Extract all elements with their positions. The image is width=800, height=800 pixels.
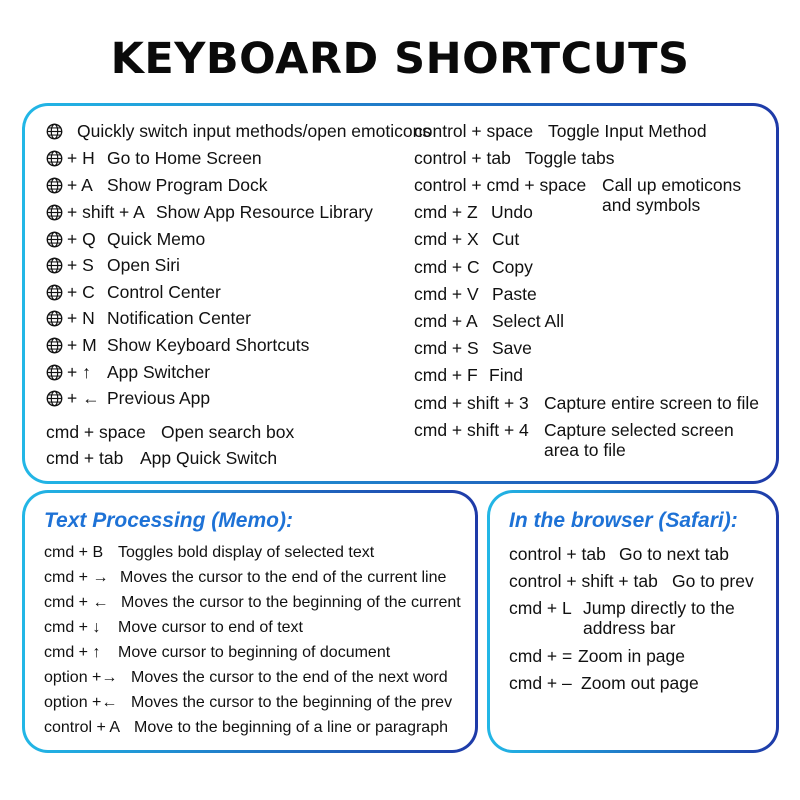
shortcut-row (46, 362, 210, 382)
shortcut-description: Jump directly to the (583, 598, 735, 618)
globe-icon (46, 123, 63, 140)
shortcut-row (414, 148, 615, 168)
shortcut-row (44, 668, 448, 688)
shortcut-keys: control + shift + tab (509, 571, 658, 591)
shortcut-description: Select All (492, 311, 564, 331)
shortcut-description: Notification Center (107, 308, 251, 328)
shortcut-keys: + S (67, 255, 94, 275)
shortcut-keys: control + A (44, 719, 121, 736)
shortcut-description-continued: and symbols (602, 195, 701, 215)
shortcut-row (46, 308, 251, 328)
shortcut-keys: cmd + C (414, 257, 480, 277)
shortcut-keys: control + cmd + space (414, 175, 587, 195)
shortcut-description: Open search box (161, 422, 295, 442)
shortcut-keys: cmd + → (44, 569, 109, 586)
shortcut-description: Capture entire screen to file (544, 393, 759, 413)
shortcut-keys: cmd + ← (44, 594, 109, 611)
shortcut-keys: cmd + ↓ (44, 619, 101, 636)
shortcut-description: Moves the cursor to the beginning of the current (121, 594, 461, 611)
shortcut-description: Show Program Dock (107, 175, 268, 195)
shortcut-row (46, 148, 262, 168)
shortcut-row (414, 257, 533, 277)
shortcut-keys: cmd + S (414, 338, 479, 358)
shortcut-row (44, 618, 303, 638)
shortcut-keys: option +← (44, 694, 118, 711)
shortcut-keys: cmd + = (509, 646, 573, 666)
shortcut-keys: option +→ (44, 669, 118, 686)
shortcut-description-continued: area to file (544, 440, 626, 460)
shortcut-description: Find (489, 365, 524, 385)
shortcut-row (509, 598, 735, 618)
text-processing-title: Text Processing (Memo): (44, 509, 293, 532)
shortcut-description: Show App Resource Library (156, 202, 373, 222)
shortcut-keys: cmd + Z (414, 202, 478, 222)
shortcut-row (46, 202, 373, 222)
shortcut-description: Call up emoticons (602, 175, 742, 195)
shortcut-description: Show Keyboard Shortcuts (107, 335, 310, 355)
shortcut-description: Quickly switch input methods/open emoticons (77, 121, 432, 141)
shortcut-row (46, 255, 180, 275)
shortcut-keys: cmd + F (414, 365, 478, 385)
shortcut-row (46, 335, 309, 355)
shortcut-description: App Switcher (107, 362, 211, 382)
globe-icon (46, 337, 63, 354)
shortcut-row (414, 229, 519, 249)
shortcut-row (414, 393, 759, 413)
shortcut-keys: cmd + tab (46, 448, 124, 468)
shortcut-row (414, 175, 741, 195)
shortcut-keys: + A (67, 175, 93, 195)
shortcut-description: Go to prev (672, 571, 754, 591)
globe-icon (46, 310, 63, 327)
shortcut-description: Move cursor to beginning of document (118, 644, 391, 661)
shortcut-row (44, 543, 374, 563)
shortcut-row (414, 338, 532, 358)
shortcut-description: Toggles bold display of selected text (118, 544, 375, 561)
shortcut-description: Toggle Input Method (548, 121, 707, 141)
shortcut-keys: + H (67, 148, 95, 168)
shortcut-row (509, 673, 699, 693)
shortcut-keys: cmd + ↑ (44, 644, 101, 661)
shortcut-description: Zoom out page (581, 673, 699, 693)
shortcut-description: Control Center (107, 282, 221, 302)
shortcut-row (46, 175, 267, 195)
shortcut-row (509, 646, 685, 666)
globe-icon (46, 204, 63, 221)
shortcut-keys: cmd + shift + 4 (414, 420, 529, 440)
shortcut-keys: control + tab (509, 544, 606, 564)
shortcut-row (44, 643, 390, 663)
shortcut-description: Quick Memo (107, 229, 206, 249)
shortcut-description: Previous App (107, 388, 211, 408)
globe-icon (46, 177, 63, 194)
shortcut-row (44, 693, 452, 713)
shortcut-keys: cmd + shift + 3 (414, 393, 529, 413)
shortcut-keys: cmd + A (414, 311, 478, 331)
shortcut-row (509, 571, 754, 591)
shortcut-row (46, 282, 221, 302)
shortcut-keys: + shift + A (67, 202, 145, 222)
shortcut-row (46, 448, 277, 468)
shortcut-row (509, 544, 729, 564)
page-title: KEYBOARD SHORTCUTS (110, 34, 690, 84)
shortcut-description: Go to Home Screen (107, 148, 262, 168)
shortcut-row (44, 718, 448, 738)
shortcut-keys: + M (67, 335, 97, 355)
shortcut-description: Zoom in page (578, 646, 686, 666)
shortcut-row (414, 365, 523, 385)
shortcut-keys: + C (67, 282, 95, 302)
shortcut-description: Open Siri (107, 255, 180, 275)
shortcut-keys: + ↑ (67, 362, 91, 382)
shortcut-keys: + N (67, 308, 95, 328)
shortcut-description: Paste (492, 284, 537, 304)
browser-title: In the browser (Safari): (509, 509, 738, 532)
shortcut-keys: cmd + B (44, 544, 104, 561)
shortcut-keys: cmd + X (414, 229, 479, 249)
shortcut-keys: cmd + space (46, 422, 146, 442)
shortcut-keys: cmd + – (509, 673, 572, 693)
shortcut-row (44, 593, 461, 613)
globe-icon (46, 390, 63, 407)
shortcut-description: Copy (492, 257, 533, 277)
shortcut-row (414, 284, 537, 304)
shortcut-keys: control + tab (414, 148, 511, 168)
shortcut-row (414, 311, 564, 331)
shortcut-keys: control + space (414, 121, 534, 141)
shortcut-description: Save (492, 338, 532, 358)
shortcut-description: Moves the cursor to the beginning of the prev (131, 694, 453, 711)
shortcut-description: Moves the cursor to the end of the next word (131, 669, 448, 686)
shortcut-description: Capture selected screen (544, 420, 734, 440)
shortcut-row (46, 229, 205, 249)
shortcut-row (414, 202, 533, 222)
globe-icon (46, 231, 63, 248)
shortcut-row (414, 121, 707, 141)
globe-icon (46, 364, 63, 381)
shortcut-description: Undo (491, 202, 533, 222)
shortcut-description: Moves the cursor to the end of the current line (120, 569, 447, 586)
shortcut-keys: + ← (67, 388, 100, 408)
globe-icon (46, 257, 63, 274)
shortcut-row (414, 420, 734, 440)
shortcut-description-continued: address bar (583, 618, 676, 638)
shortcut-description: App Quick Switch (140, 448, 278, 468)
shortcut-row (44, 568, 446, 588)
shortcut-description: Move to the beginning of a line or paragraph (134, 719, 448, 736)
shortcut-keys: cmd + L (509, 598, 572, 618)
globe-icon (46, 150, 63, 167)
shortcut-row (46, 388, 210, 408)
shortcut-keys: cmd + V (414, 284, 479, 304)
shortcut-keys: + Q (67, 229, 96, 249)
shortcut-row (46, 121, 431, 141)
shortcut-description: Move cursor to end of text (118, 619, 303, 636)
globe-icon (46, 284, 63, 301)
shortcut-description: Go to next tab (619, 544, 729, 564)
shortcut-row (46, 422, 294, 442)
shortcut-description: Toggle tabs (525, 148, 615, 168)
shortcut-description: Cut (492, 229, 520, 249)
